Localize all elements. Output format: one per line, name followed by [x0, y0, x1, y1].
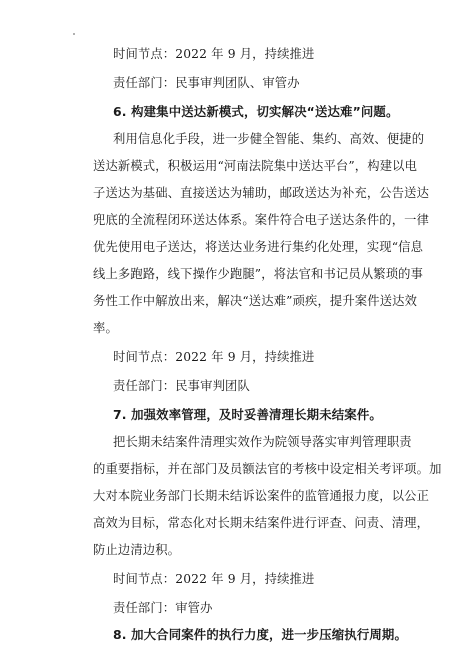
- paragraph-line: 线上多跑路，线下操作少跑腿”，将法官和书记员从繁琐的事: [93, 267, 424, 281]
- paragraph-line: 子送达为基础、直接送达为辅助，邮政送达为补充，公告送达: [93, 186, 430, 200]
- section-heading: 6. 构建集中送达新模式，切实解决“送达难”问题。: [113, 104, 399, 119]
- paragraph-line: 防止边清边积。: [93, 543, 181, 557]
- time-node-line: 时间节点：2022 年 9 月，持续推进: [113, 47, 315, 61]
- responsible-dept-line: 责任部门：民事审判团队: [113, 379, 250, 393]
- responsible-dept-line: 责任部门：审管办: [113, 601, 213, 615]
- paragraph-line: 大对本院业务部门长期未结诉讼案件的监管通报力度，以公正: [93, 489, 430, 503]
- paragraph-line: 的重要指标，并在部门及员额法官的考核中设定相关考评项。加: [93, 462, 442, 476]
- paragraph-line: 把长期未结案件清理实效作为院领导落实审判管理职责: [113, 435, 412, 449]
- paragraph-line: 率。: [93, 321, 118, 335]
- time-node-line: 时间节点：2022 年 9 月，持续推进: [113, 572, 315, 586]
- paragraph-line: 务性工作中解放出来，解决“送达难”顽疾，提升案件送达效: [93, 294, 418, 308]
- section-heading: 8. 加大合同案件的执行力度，进一步压缩执行周期。: [113, 627, 407, 642]
- paragraph-line: 送达新模式，积极运用“河南法院集中送达平台”，构建以电: [93, 159, 418, 173]
- section-heading: 7. 加强效率管理，及时妥善清理长期未结案件。: [113, 407, 382, 422]
- time-node-line: 时间节点：2022 年 9 月，持续推进: [113, 350, 315, 364]
- paragraph-line: 兜底的全流程闭环送达体系。案件符合电子送达条件的，一律: [93, 213, 430, 227]
- paragraph-line: 利用信息化手段，进一步健全智能、集约、高效、便捷的: [113, 132, 425, 146]
- scan-speck: [73, 33, 75, 35]
- paragraph-line: 优先使用电子送达，将送达业务进行集约化处理，实现“信息: [93, 240, 424, 254]
- paragraph-line: 高效为目标，常态化对长期未结案件进行评查、问责、清理，: [93, 516, 430, 530]
- responsible-dept-line: 责任部门：民事审判团队、审管办: [113, 76, 300, 90]
